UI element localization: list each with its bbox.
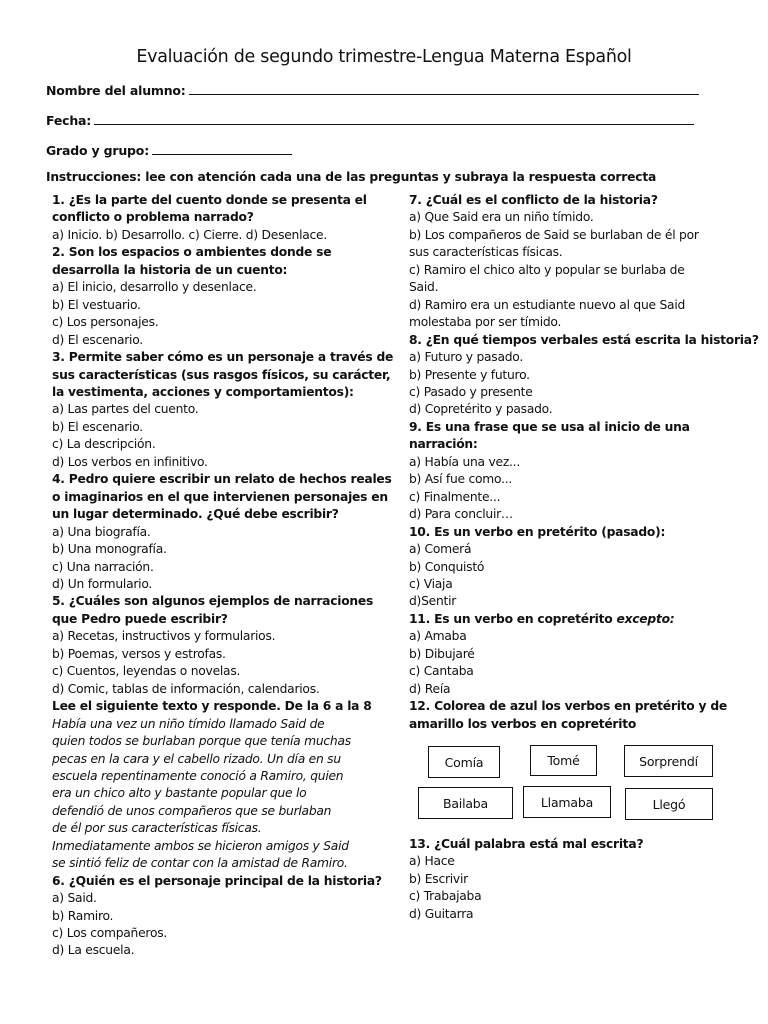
story-text-line: [52, 803, 397, 820]
line-text: a) Said.: [52, 891, 97, 906]
answer-option-line: [52, 279, 397, 296]
word-box-tome: Tomé: [530, 745, 597, 776]
answer-option-line: [409, 297, 759, 314]
answer-option-line: [409, 279, 759, 296]
page-title: Evaluación de segundo trimestre-Lengua Materna Español: [136, 47, 632, 67]
story-text-line: [52, 751, 397, 768]
answer-option-line: [52, 908, 397, 925]
line-text: b) El vestuario.: [52, 297, 141, 312]
line-text: d) Ramiro era un estudiante nuevo al que Said: [409, 297, 686, 312]
line-text: amarillo los verbos en copretérito: [409, 716, 637, 731]
line-text: a) Inicio. b) Desarrollo. c) Cierre. d) Desenlace.: [52, 227, 328, 242]
answer-option-line: [409, 227, 759, 244]
answer-option-line: [52, 314, 397, 331]
answer-option-line: [409, 314, 759, 331]
answer-option-line: [52, 541, 397, 558]
line-text: 3. Permite saber cómo es un personaje a través de: [52, 350, 394, 365]
line-text: d) Copretérito y pasado.: [409, 402, 553, 417]
word-box-bailaba: Bailaba: [418, 787, 513, 819]
line-text: se sintió feliz de contar con la amistad de Ramiro.: [52, 856, 348, 871]
group-field: [46, 142, 292, 158]
line-text: c) Una narración.: [52, 559, 154, 574]
emphasis-text: excepto:: [616, 611, 675, 626]
line-text: d) El escenario.: [52, 332, 143, 347]
line-text: de él por sus características físicas.: [52, 821, 262, 836]
date-label: Fecha:: [46, 113, 92, 128]
answer-option-line: [52, 925, 397, 942]
answer-option-line: [409, 853, 759, 870]
answer-option-line: [52, 454, 397, 471]
line-text: sus características físicas.: [409, 245, 563, 260]
answer-option-line: [52, 942, 397, 959]
answer-option-line: [409, 384, 759, 401]
question-text-line: [52, 506, 397, 523]
line-text: b) Presente y futuro.: [409, 367, 530, 382]
story-text-line: [52, 855, 397, 872]
line-text: Said.: [409, 280, 439, 295]
answer-option-line: [409, 209, 759, 226]
line-text: b) Poemas, versos y estrofas.: [52, 646, 226, 661]
line-text: b) El escenario.: [52, 419, 143, 434]
date-field: [46, 112, 694, 128]
line-text: la vestimenta, acciones y comportamientos):: [52, 384, 354, 399]
answer-option-line: [52, 646, 397, 663]
line-text: Inmediatamente ambos se hicieron amigos y Said: [52, 838, 349, 853]
line-text: 1. ¿Es la parte del cuento donde se presenta el: [52, 193, 367, 207]
line-text: a) Recetas, instructivos y formularios.: [52, 629, 276, 644]
question-text-line: [52, 209, 397, 226]
line-text: 8. ¿En qué tiempos verbales está escrita la historia?: [409, 332, 759, 347]
instructions: Instrucciones: lee con atención cada una de las preguntas y subraya la respuesta correcta: [46, 170, 657, 184]
line-text: b) Conquistó: [409, 559, 485, 574]
line-text: a) Las partes del cuento.: [52, 402, 199, 417]
word-box-sorprendi: Sorprendí: [624, 745, 713, 777]
line-text: conflicto o problema narrado?: [52, 210, 254, 225]
line-text: desarrolla la historia de un cuento:: [52, 262, 288, 277]
answer-option-line: [409, 506, 759, 523]
word-box-llego: Llegó: [625, 788, 713, 820]
line-text: 13. ¿Cuál palabra está mal escrita?: [409, 837, 644, 851]
answer-option-line: [409, 681, 759, 698]
line-text: 5. ¿Cuáles son algunos ejemplos de narraciones: [52, 594, 374, 609]
question-text-line: [409, 419, 759, 436]
answer-option-line: [52, 436, 397, 453]
answer-option-line: [409, 244, 759, 261]
answer-option-line: [52, 332, 397, 349]
answer-option-line: [52, 419, 397, 436]
line-text: a) Amaba: [409, 629, 467, 644]
question-text-line: [52, 489, 397, 506]
line-text: defendió de unos compañeros que se burlaban: [52, 803, 332, 818]
question-text-line: [52, 367, 397, 384]
word-box-comia: Comía: [428, 746, 500, 778]
date-blank: [94, 112, 694, 125]
student-name-blank: [189, 82, 699, 95]
answer-option-line: [52, 297, 397, 314]
line-text: c) Cantaba: [409, 664, 474, 679]
answer-option-line: [409, 401, 759, 418]
answer-option-line: [409, 906, 759, 923]
answer-option-line: [409, 663, 759, 680]
question-text-line: [52, 611, 397, 628]
line-text: b) Así fue como...: [409, 472, 513, 487]
line-text: Lee el siguiente texto y responde. De la 6 a la 8: [52, 699, 372, 714]
line-text: pecas en la cara y el cabello rizado. Un día en su: [52, 751, 341, 766]
answer-option-line: [409, 454, 759, 471]
answer-option-line: [52, 524, 397, 541]
line-text: 2. Son los espacios o ambientes donde se: [52, 245, 332, 260]
line-text: que Pedro puede escribir?: [52, 611, 228, 626]
line-text: d) Comic, tablas de información, calendarios.: [52, 681, 320, 696]
line-text: c) Trabajaba: [409, 889, 482, 904]
line-text: Había una vez un niño tímido llamado Said de: [52, 716, 325, 731]
question-text-line: [52, 873, 397, 890]
answer-option-line: [52, 663, 397, 680]
story-text-line: [52, 838, 397, 855]
line-text: d)Sentir: [409, 594, 457, 609]
line-text: c) La descripción.: [52, 437, 156, 452]
answer-option-line: [409, 262, 759, 279]
line-text: 7. ¿Cuál es el conflicto de la historia?: [409, 193, 658, 207]
line-text: b) Escrivir: [409, 871, 468, 886]
answer-option-line: [409, 646, 759, 663]
answer-option-line: [409, 541, 759, 558]
line-text: c) Viaja: [409, 576, 453, 591]
answer-option-line: [52, 576, 397, 593]
answer-option-line: [409, 349, 759, 366]
question-text-line: [409, 524, 759, 541]
answer-option-line: [409, 888, 759, 905]
answer-option-line: [409, 559, 759, 576]
question-text-line: [52, 349, 397, 366]
line-text: c) Ramiro el chico alto y popular se burlaba de: [409, 262, 685, 277]
line-text: escuela repentinamente conoció a Ramiro, quien: [52, 768, 344, 783]
answer-option-line: [52, 681, 397, 698]
question-text-line: [409, 836, 759, 853]
question-text-line: [52, 384, 397, 401]
answer-option-line: [52, 890, 397, 907]
line-text: a) Que Said era un niño tímido.: [409, 210, 594, 225]
answer-option-line: [409, 471, 759, 488]
line-text: d) La escuela.: [52, 943, 135, 958]
line-text: era un chico alto y bastante popular que lo: [52, 786, 307, 801]
line-text: 4. Pedro quiere escribir un relato de hechos reales: [52, 472, 392, 487]
question-text-line: [52, 593, 397, 610]
line-text: o imaginarios en el que intervienen personajes en: [52, 489, 388, 504]
answer-option-line: [52, 227, 397, 244]
line-text: c) Los compañeros.: [52, 926, 168, 941]
line-text: a) Comerá: [409, 542, 472, 557]
line-text: d) Para concluir…: [409, 507, 513, 522]
line-text: d) Reía: [409, 681, 451, 696]
line-text: c) Finalmente...: [409, 489, 501, 504]
question-text-line: [409, 436, 759, 453]
line-text: b) Ramiro.: [52, 908, 114, 923]
line-text: molestaba por ser tímido.: [409, 315, 562, 330]
line-text: a) Una biografía.: [52, 524, 151, 539]
story-text-line: [52, 733, 397, 750]
answer-option-line: [409, 871, 759, 888]
line-text: a) Había una vez...: [409, 454, 520, 469]
line-text: narración:: [409, 437, 478, 452]
story-text-line: [52, 716, 397, 733]
question-text-line: [409, 192, 759, 209]
student-name-field: [46, 82, 699, 98]
group-blank: [152, 142, 292, 155]
line-text: d) Los verbos en infinitivo.: [52, 454, 208, 469]
line-text: a) Hace: [409, 854, 455, 869]
line-text: 10. Es un verbo en pretérito (pasado):: [409, 524, 666, 539]
story-text-line: [52, 785, 397, 802]
question-text-line: [409, 698, 759, 715]
question-text-line: [52, 192, 397, 209]
group-label: Grado y grupo:: [46, 143, 149, 158]
question-text-line: [409, 611, 759, 628]
word-box-llamaba: Llamaba: [523, 786, 611, 818]
line-text: sus características (sus rasgos físicos, su carácter,: [52, 367, 391, 382]
story-text-line: [52, 768, 397, 785]
answer-option-line: [52, 401, 397, 418]
line-text: c) Los personajes.: [52, 315, 159, 330]
answer-option-line: [409, 367, 759, 384]
question-text-line: [52, 471, 397, 488]
line-text: c) Pasado y presente: [409, 384, 533, 399]
line-text: d) Un formulario.: [52, 576, 153, 591]
line-text: b) Los compañeros de Said se burlaban de él por: [409, 227, 699, 242]
question-text-line: [52, 244, 397, 261]
line-text: b) Una monografía.: [52, 542, 167, 557]
line-text: 6. ¿Quién es el personaje principal de la historia?: [52, 873, 382, 888]
answer-option-line: [409, 593, 759, 610]
answer-option-line: [52, 628, 397, 645]
line-text: 9. Es una frase que se usa al inicio de una: [409, 419, 690, 434]
line-text: d) Guitarra: [409, 906, 474, 921]
question-13-block: [409, 836, 759, 923]
line-text: a) Futuro y pasado.: [409, 350, 524, 365]
line-text: 12. Colorea de azul los verbos en pretérito y de: [409, 699, 727, 714]
right-column: [409, 192, 759, 733]
question-text-line: [409, 332, 759, 349]
question-text-line: [52, 698, 397, 715]
line-text: un lugar determinado. ¿Qué debe escribir?: [52, 507, 339, 522]
answer-option-line: [409, 489, 759, 506]
question-text-line: [409, 716, 759, 733]
line-text: c) Cuentos, leyendas o novelas.: [52, 664, 241, 679]
answer-option-line: [52, 559, 397, 576]
story-text-line: [52, 820, 397, 837]
line-text: quien todos se burlaban porque que tenía muchas: [52, 734, 351, 749]
answer-option-line: [409, 576, 759, 593]
question-text-line: [52, 262, 397, 279]
line-text: b) Dibujaré: [409, 646, 475, 661]
line-text: a) El inicio, desarrollo y desenlace.: [52, 280, 257, 295]
student-name-label: Nombre del alumno:: [46, 83, 186, 98]
answer-option-line: [409, 628, 759, 645]
line-text: 11. Es un verbo en copretérito: [409, 611, 613, 626]
left-column: [52, 192, 397, 960]
